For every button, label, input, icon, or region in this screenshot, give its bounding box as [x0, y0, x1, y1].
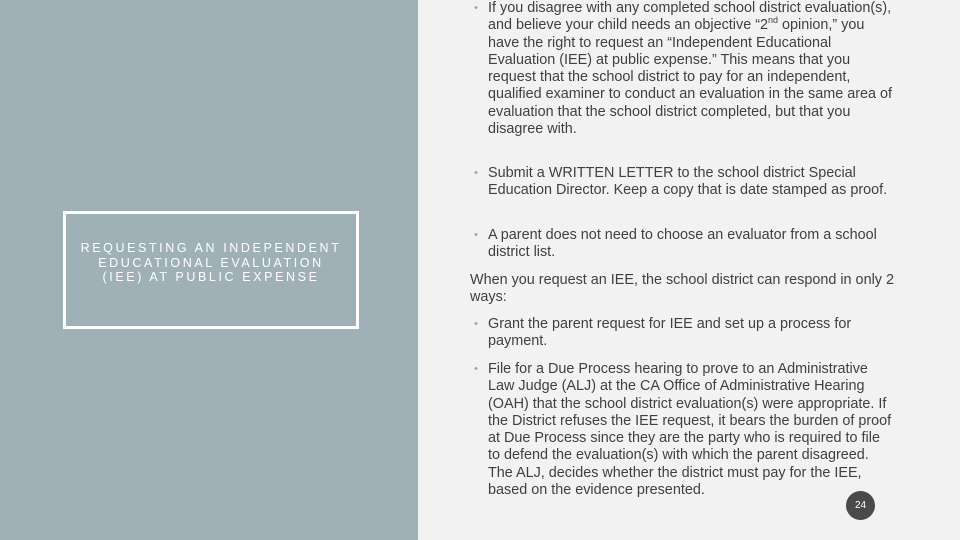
bullet-text: If you disagree with any completed school district evaluation(s), and believe your child needs an objective “2	[488, 0, 892, 34]
bullet-text: File for a Due Process hearing to prove to an Administrative Law Judge (ALJ) at the CA Office of Administrative Hearing (OAH) that the school district evaluation(s) were appropriate. If the District refuses the IEE request, it bears the burden of proof at Due Process since they are the party who is required to file to defend the evaluation(s) with which the parent disagreed. The ALJ, decides whether the district must pay for the IEE, based on the evidence presented.	[488, 361, 892, 499]
title-frame	[63, 211, 359, 329]
intro-paragraph: When you request an IEE, the school district can respond in only 2 ways:	[470, 272, 894, 306]
bullet-dot: •	[474, 229, 478, 241]
bullet-dot: •	[474, 167, 478, 179]
bullet-dot: •	[474, 318, 478, 330]
bullet-item	[470, 316, 895, 351]
bullet-dot: •	[474, 363, 478, 375]
bullet-item	[470, 361, 895, 499]
bullet-dot: •	[474, 2, 478, 14]
bullet-text: A parent does not need to choose an evaluator from a school district list.	[488, 227, 877, 261]
page-number-badge: 24	[846, 491, 875, 520]
bullet-text: opinion,” you have the right to request an “Independent Educational Evaluation (IEE) at public expense.” This means that you request that the school district to pay for an independent, qualified examiner to conduct an evaluation in the same area of evaluation that the school district completed, but that you disagree with.	[488, 17, 892, 138]
superscript: nd	[768, 15, 779, 26]
bullet-text: Submit a WRITTEN LETTER to the school district Special Education Director. Keep a copy that is date stamped as proof.	[488, 165, 888, 199]
bullet-text: Grant the parent request for IEE and set up a process for payment.	[488, 316, 852, 350]
bullet-item	[470, 227, 895, 262]
bullet-item	[470, 165, 895, 200]
slide-title: REQUESTING AN INDEPENDENT EDUCATIONAL EVALUATION (IEE) AT PUBLIC EXPENSE	[80, 241, 342, 284]
bullet-item	[470, 0, 895, 138]
